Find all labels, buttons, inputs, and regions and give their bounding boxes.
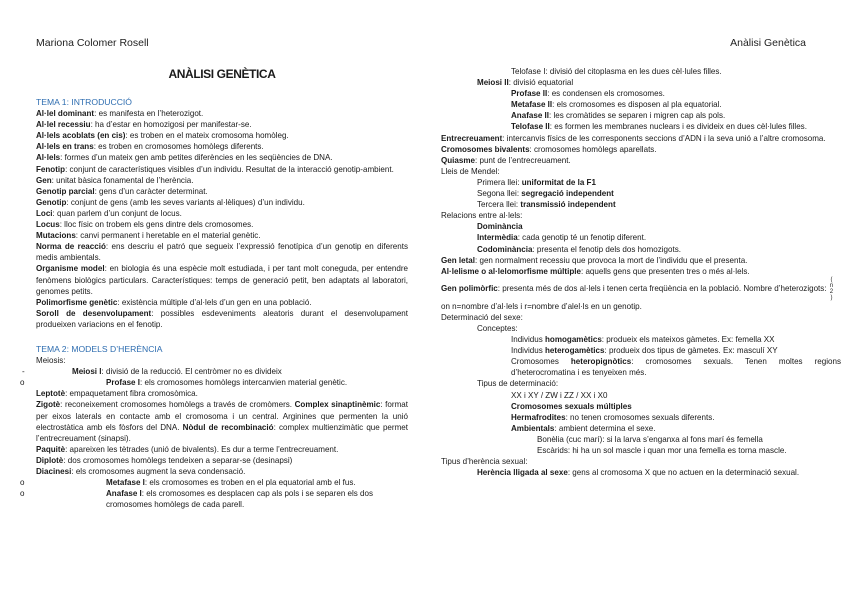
topic1-definitions bbox=[36, 108, 408, 330]
anafase2-item: o Anafase II: les cromàtides se separen i migren cap als pols. bbox=[441, 110, 841, 121]
homogametics-item: o Individus homogamètics: produeix els mateixos gàmetes. Ex: femella XX bbox=[441, 334, 841, 345]
meiosi2-item: - Meiosi II: divisió equatorial bbox=[441, 77, 841, 88]
definition-item: Norma de reacció: ens descriu el patró que segueix l’expressió fenotípica d’un genotip en diferents medis ambientals. bbox=[36, 242, 408, 263]
telofase2-item: o Telofase II: es formen les membranes nuclears i es divideix en dues cèl·lules filles. bbox=[441, 121, 841, 132]
allelisme-def: Al·lelisme o al·lelomorfisme múltiple: aquells gens que presenten tres o més al·lels. bbox=[441, 266, 750, 276]
definition-item: Organisme model: en biologia és una espècie molt estudiada, i per tant molt coneguda, per entendre fenòmens biològics particulars. Característiques: temps de generació petit, ben adaptats al laboratori, genomes petits. bbox=[36, 264, 408, 296]
diacinesi-def: Diacinesi: els cromosomes augment la seva condensació. bbox=[36, 467, 246, 476]
metafase2-item: o Metafase II: els cromosomes es disposen al pla equatorial. bbox=[441, 99, 841, 110]
gen-polimorfic-def: Gen polimòrfic: presenta més de dos al·lels i tenen certa freqüència en la població. Nombre d’heterozigots: ( n 2 ) on n=nombre d’al·lels i r=nombre d’alel·ls en un genotip. bbox=[441, 276, 834, 311]
escarids-item: ▪ Escàrids: hi ha un sol mascle i quan mor una femella es torna mascle. bbox=[441, 445, 841, 456]
page-title: ANÀLISI GENÈTICA bbox=[168, 67, 276, 81]
bivalents-def: Cromosomes bivalents: cromosomes homòlegs aparellats. bbox=[441, 144, 657, 154]
definition-item: Locus: lloc físic on trobem els gens dintre dels cromosomes. bbox=[36, 220, 254, 230]
conceptes-label: - Conceptes: bbox=[441, 323, 841, 334]
topic1-heading: TEMA 1: INTRODUCCIÓ bbox=[36, 97, 132, 107]
metafase1-item: o Metafase I: els cromosomes es troben en el pla equatorial amb el fus. bbox=[36, 477, 408, 488]
definition-item: Fenotip: conjunt de característiques visibles d’un individu. Resultat de la interacció genotip-ambient. bbox=[36, 164, 394, 174]
definition-item: Genotip parcial: gens d’un caràcter determinat. bbox=[36, 186, 208, 196]
intermedia-item: - Intermèdia: cada genotip té un fenotip diferent. bbox=[441, 232, 841, 243]
entrecreuament-def: Entrecreuament: intercanvis físics de les corresponents seccions d’ADN i la seva unió a l’altre cromosoma. bbox=[441, 133, 826, 143]
definition-item: Mutacions: canvi permanent i heretable en el material genètic. bbox=[36, 231, 261, 241]
definition-item: Al·lels acoblats (en cis): es troben en el mateix cromosoma homòleg. bbox=[36, 131, 289, 141]
herencia-label: Tipus d’herència sexual: bbox=[441, 457, 528, 467]
sexe-label: Determinació del sexe: bbox=[441, 312, 523, 322]
meiosi1-item: - Meiosi I: divisió de la reducció. El centròmer no es divideix bbox=[36, 366, 408, 377]
definition-item: Loci: quan parlem d’un conjunt de locus. bbox=[36, 208, 182, 218]
lligada-x-item: - Herència lligada al sexe: gens al cromosoma X que no actuen en la determinació sexual. bbox=[441, 467, 841, 478]
quiasme-def: Quiasme: punt de l’entrecreuament. bbox=[441, 155, 571, 165]
anafase1-item: o Anafase I: els cromosomes es desplacen cap als pols i se separen els dos cromosomes homòlegs de cada parell. bbox=[36, 488, 408, 510]
header-author: Mariona Colomer Rosell bbox=[36, 37, 149, 49]
topic2-heading: TEMA 2: MODELS D’HERÈNCIA bbox=[36, 343, 163, 354]
definition-item: Al·lel dominant: es manifesta en l’heterozigot. bbox=[36, 109, 204, 119]
leptote-def: Leptotè: empaquetament fibra cromosòmica. bbox=[36, 389, 198, 399]
definition-item: Al·lels: formes d’un mateix gen amb petites diferències en les seqüències de DNA. bbox=[36, 153, 333, 163]
zigote-def: Zigotè: reconeixement cromosomes homòlegs a través de cromòmers. Complex sinaptinèmic: format per eixos laterals en contacte amb el cromosoma i un central. Arginines que permenten la unió electrostàtica amb els fòsfors del DNA. Nòdul de recombinació: complex multienzimàtic que permet l’entrecreuament (sinapsi). bbox=[36, 400, 408, 443]
mendel-law-2: - Segona llei: segregació independent bbox=[441, 188, 841, 199]
profase1-item: o Profase I: els cromosomes homòlegs intercanvien material genètic. bbox=[36, 377, 408, 388]
mendel-label: Lleis de Mendel: bbox=[441, 166, 500, 176]
header-subject: Anàlisi Genètica bbox=[730, 37, 806, 49]
mendel-law-1: - Primera llei: uniformitat de la F1 bbox=[441, 177, 841, 188]
tipus-label: - Tipus de determinació: bbox=[441, 378, 841, 389]
profase2-item: o Profase II: es condensen els cromosomes. bbox=[441, 88, 841, 99]
diplote-def: Diplotè: dos cromosomes homòlegs tendeixen a separar-se (desinapsi) bbox=[36, 455, 293, 465]
heteropignotics-item: o Cromosomes heteropignòtics: cromosomes sexuals. Tenen moltes regions d’heterocromatina i es tenyeixen més. bbox=[441, 356, 841, 378]
multiples-item: o Cromosomes sexuals múltiples bbox=[441, 401, 841, 412]
telofase1-item: o Telofase I: divisió del citoplasma en les dues cèl·lules filles. bbox=[441, 66, 841, 77]
meiosis-label: Meiosis: bbox=[36, 356, 66, 366]
paquite-def: Paquitè: apareixen les tètrades (unió de bivalents). Es dur a terme l’entrecreuament. bbox=[36, 444, 339, 454]
dominancia-item: - Dominància bbox=[441, 221, 841, 232]
definition-item: Gen: unitat bàsica fonamental de l’herència. bbox=[36, 175, 194, 185]
gen-letal-def: Gen letal: gen normalment recessiu que provoca la mort de l’individu que el presenta. bbox=[441, 255, 748, 265]
definition-item: Polimorfisme genètic: existència múltiple d’al·lels d’un gen en una població. bbox=[36, 297, 312, 307]
bonelia-item: ▪ Bonèlia (cuc marí): si la larva s’enganxa al fons marí és femella bbox=[441, 434, 841, 445]
heterogametics-item: o Individus heterogamètics: produeix dos tipus de gàmetes. Ex: masculí XY bbox=[441, 345, 841, 356]
definition-item: Soroll de desenvolupament: possibles esdeveniments aleatoris durant el desenvolupament produeixen variacions en el fenotip. bbox=[36, 308, 409, 329]
tipus-xy-item: o XX i XY / ZW i ZZ / XX i X0 bbox=[441, 390, 841, 401]
binomial-fraction: ( n 2 ) bbox=[829, 276, 834, 301]
definition-item: Genotip: conjunt de gens (amb les seves variants al·lèliques) d’un individu. bbox=[36, 197, 305, 207]
right-column bbox=[441, 66, 841, 478]
ambientals-item: o Ambientals: ambient determina el sexe. bbox=[441, 423, 841, 434]
mendel-law-3: - Tercera llei: transmissió independent bbox=[441, 199, 841, 210]
definition-item: Al·lel recessiu: ha d’estar en homozigosi per manifestar-se. bbox=[36, 120, 252, 130]
left-column bbox=[36, 66, 408, 510]
hermafrodites-item: o Hermafrodites: no tenen cromosomes sexuals diferents. bbox=[441, 412, 841, 423]
codominancia-item: - Codominància: presenta el fenotip dels dos homozigots. bbox=[441, 244, 841, 255]
relacions-label: Relacions entre al·lels: bbox=[441, 211, 523, 221]
definition-item: Al·lels en trans: es troben en cromosomes homòlegs diferents. bbox=[36, 142, 264, 152]
